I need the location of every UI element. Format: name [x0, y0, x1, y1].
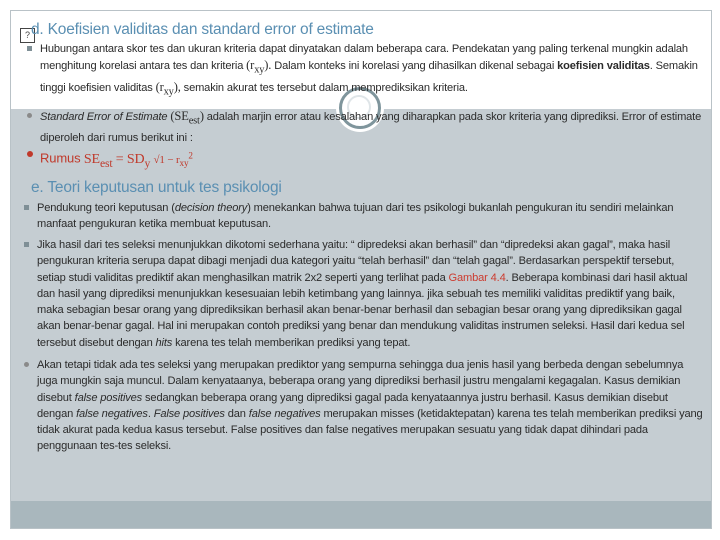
italic-term: False positives: [153, 407, 225, 420]
formula-label: Rumus: [40, 150, 84, 166]
text: ) menekankan bahwa tujuan dari tes psikologi bukanlah pengukuran itu sendiri melainkan manfaat pengukuran ketika membuat keputusan.: [37, 202, 674, 231]
bullet-icon: [24, 362, 29, 367]
slide-content: [11, 11, 711, 501]
section-d-paragraph-1: [40, 41, 704, 101]
bold-term: koefisien validitas: [557, 60, 650, 73]
text: Akan tetapi tidak ada tes seleksi yang merupakan prediktor yang sempurna sehingga dua jenis hasil yang berbeda dengan sebelumnya juga mungkin saja muncul. Dalam kenyataanya, beberapa orang yang diprediksi berhasil justru mengalami kegagalan. Kasus demikian disebut: [37, 359, 684, 404]
text: Dalam konteks ini korelasi yang dihasilkan dikenal sebagai: [271, 60, 558, 73]
bullet-icon: [24, 205, 29, 210]
text: semakin akurat tes tersebut dalam memprediksikan kriteria.: [180, 82, 468, 95]
text: 2: [188, 150, 193, 160]
section-e-heading: e. Teori keputusan untuk tes psikologi: [31, 179, 282, 196]
symbol-rxy: [246, 58, 272, 76]
symbol-seest: [170, 109, 204, 127]
text: karena tes telah memberikan prediksi yang tepat.: [172, 336, 411, 349]
formula: [83, 150, 193, 170]
text: (r: [155, 80, 164, 95]
text: √1 − r: [153, 153, 180, 166]
text: est: [188, 115, 200, 127]
text: sedangkan beberapa orang yang diprediksi gagal pada kenyataannya justru berhasil. Kasus demikian disebut dengan: [37, 391, 668, 420]
text: .: [147, 407, 154, 420]
italic-term: false positives: [74, 391, 143, 404]
italic-term: Standard Error of Estimate: [40, 111, 168, 123]
section-e-paragraph-2: [37, 237, 704, 351]
bullet-icon: [27, 151, 33, 157]
symbol-rxy: [155, 80, 181, 98]
text: . Beberapa kombinasi dari hasil aktual dan hasil yang diprediksi menunjukkan kesesuaian lebih ketimbang yang lainnya. jika sebuah tes memiliki validitas prediktif yang baik, maka sebagian besar orang yang diprediksikan berhasil akan benar-benar berhasil dan sebagian besar orang yang diprediksikan gagal akan benar-benar gagal. Hal ini merupakan contoh prediksi yang benar dan mendukung validitas instrumen seleksi. Hasil dari kedua sel tersebut disebut dengan: [37, 271, 688, 349]
text: adalah marjin error atau kesalahan yang diharapkan pada skor kriteria yang diprediksi. Error of estimate diperoleh dari rumus berikut ini :: [40, 111, 702, 144]
bullet-icon: [27, 46, 32, 51]
italic-term: hits: [155, 336, 173, 349]
text: Pendukung teori keputusan (: [37, 202, 175, 214]
footer-band: [11, 501, 711, 528]
text: xy: [179, 157, 189, 168]
text: y: [144, 156, 151, 170]
section-d-formula: [40, 145, 440, 173]
text: Hubungan antara skor tes dan ukuran kriteria dapat dinyatakan dalam beberapa cara. Pendekatan yang paling terkenal mungkin adalah menghitung korelasi antara tes dan kriteria: [40, 43, 688, 73]
sqrt-term: [153, 150, 193, 168]
italic-term: decision theory: [174, 202, 248, 214]
bullet-icon: [27, 113, 32, 118]
text: (r: [246, 58, 255, 73]
section-d-paragraph-2: [40, 108, 704, 146]
text: ).: [264, 58, 272, 73]
figure-reference: Gambar 4.4: [448, 271, 506, 284]
text: xy: [254, 64, 265, 76]
section-e-paragraph-1: [37, 200, 704, 233]
text: = SD: [112, 151, 145, 167]
italic-term: false negatives: [248, 407, 321, 420]
section-e-paragraph-3: [37, 357, 704, 455]
broken-glyph-icon: ?: [20, 28, 35, 43]
text: . Semakin tinggi koefisien validitas: [40, 60, 698, 95]
text: xy: [163, 86, 174, 98]
text: (SE: [170, 109, 189, 123]
text: dan: [224, 407, 249, 420]
text: est: [99, 156, 113, 170]
slide: [10, 10, 712, 529]
text: Jika hasil dari tes seleksi menunjukkan dikotomi sederhana yaitu: “ dipredeksi akan berhasil” dan “dipredeksi akan gagal”, maka hasil pengukuran kriteria serupa dapat dibagi menjadi dua kategori yaitu “telah berhasil” dan “telah gagal”. Berdasarkan perspektif tersebut, setiap studi validitas prediktif akan menghasilkan matrik 2x2 seperti yang terlihat pada: [37, 239, 675, 284]
text: SE: [83, 151, 100, 167]
italic-term: false negatives: [76, 407, 148, 420]
section-d-heading: d. Koefisien validitas dan standard error of estimate: [31, 21, 374, 38]
bullet-icon: [24, 242, 29, 247]
text: ): [199, 109, 204, 123]
text: merupakan misses (ketidaktepatan) karena tes telah memberikan prediksi yang tidak akurat pada kedua kasus tersebut. False positives dan false negatives merupakan sesuatu yang tidak dapat dihindari pada penggunaan tes-tes seleksi.: [37, 407, 703, 453]
text: ),: [173, 80, 181, 95]
